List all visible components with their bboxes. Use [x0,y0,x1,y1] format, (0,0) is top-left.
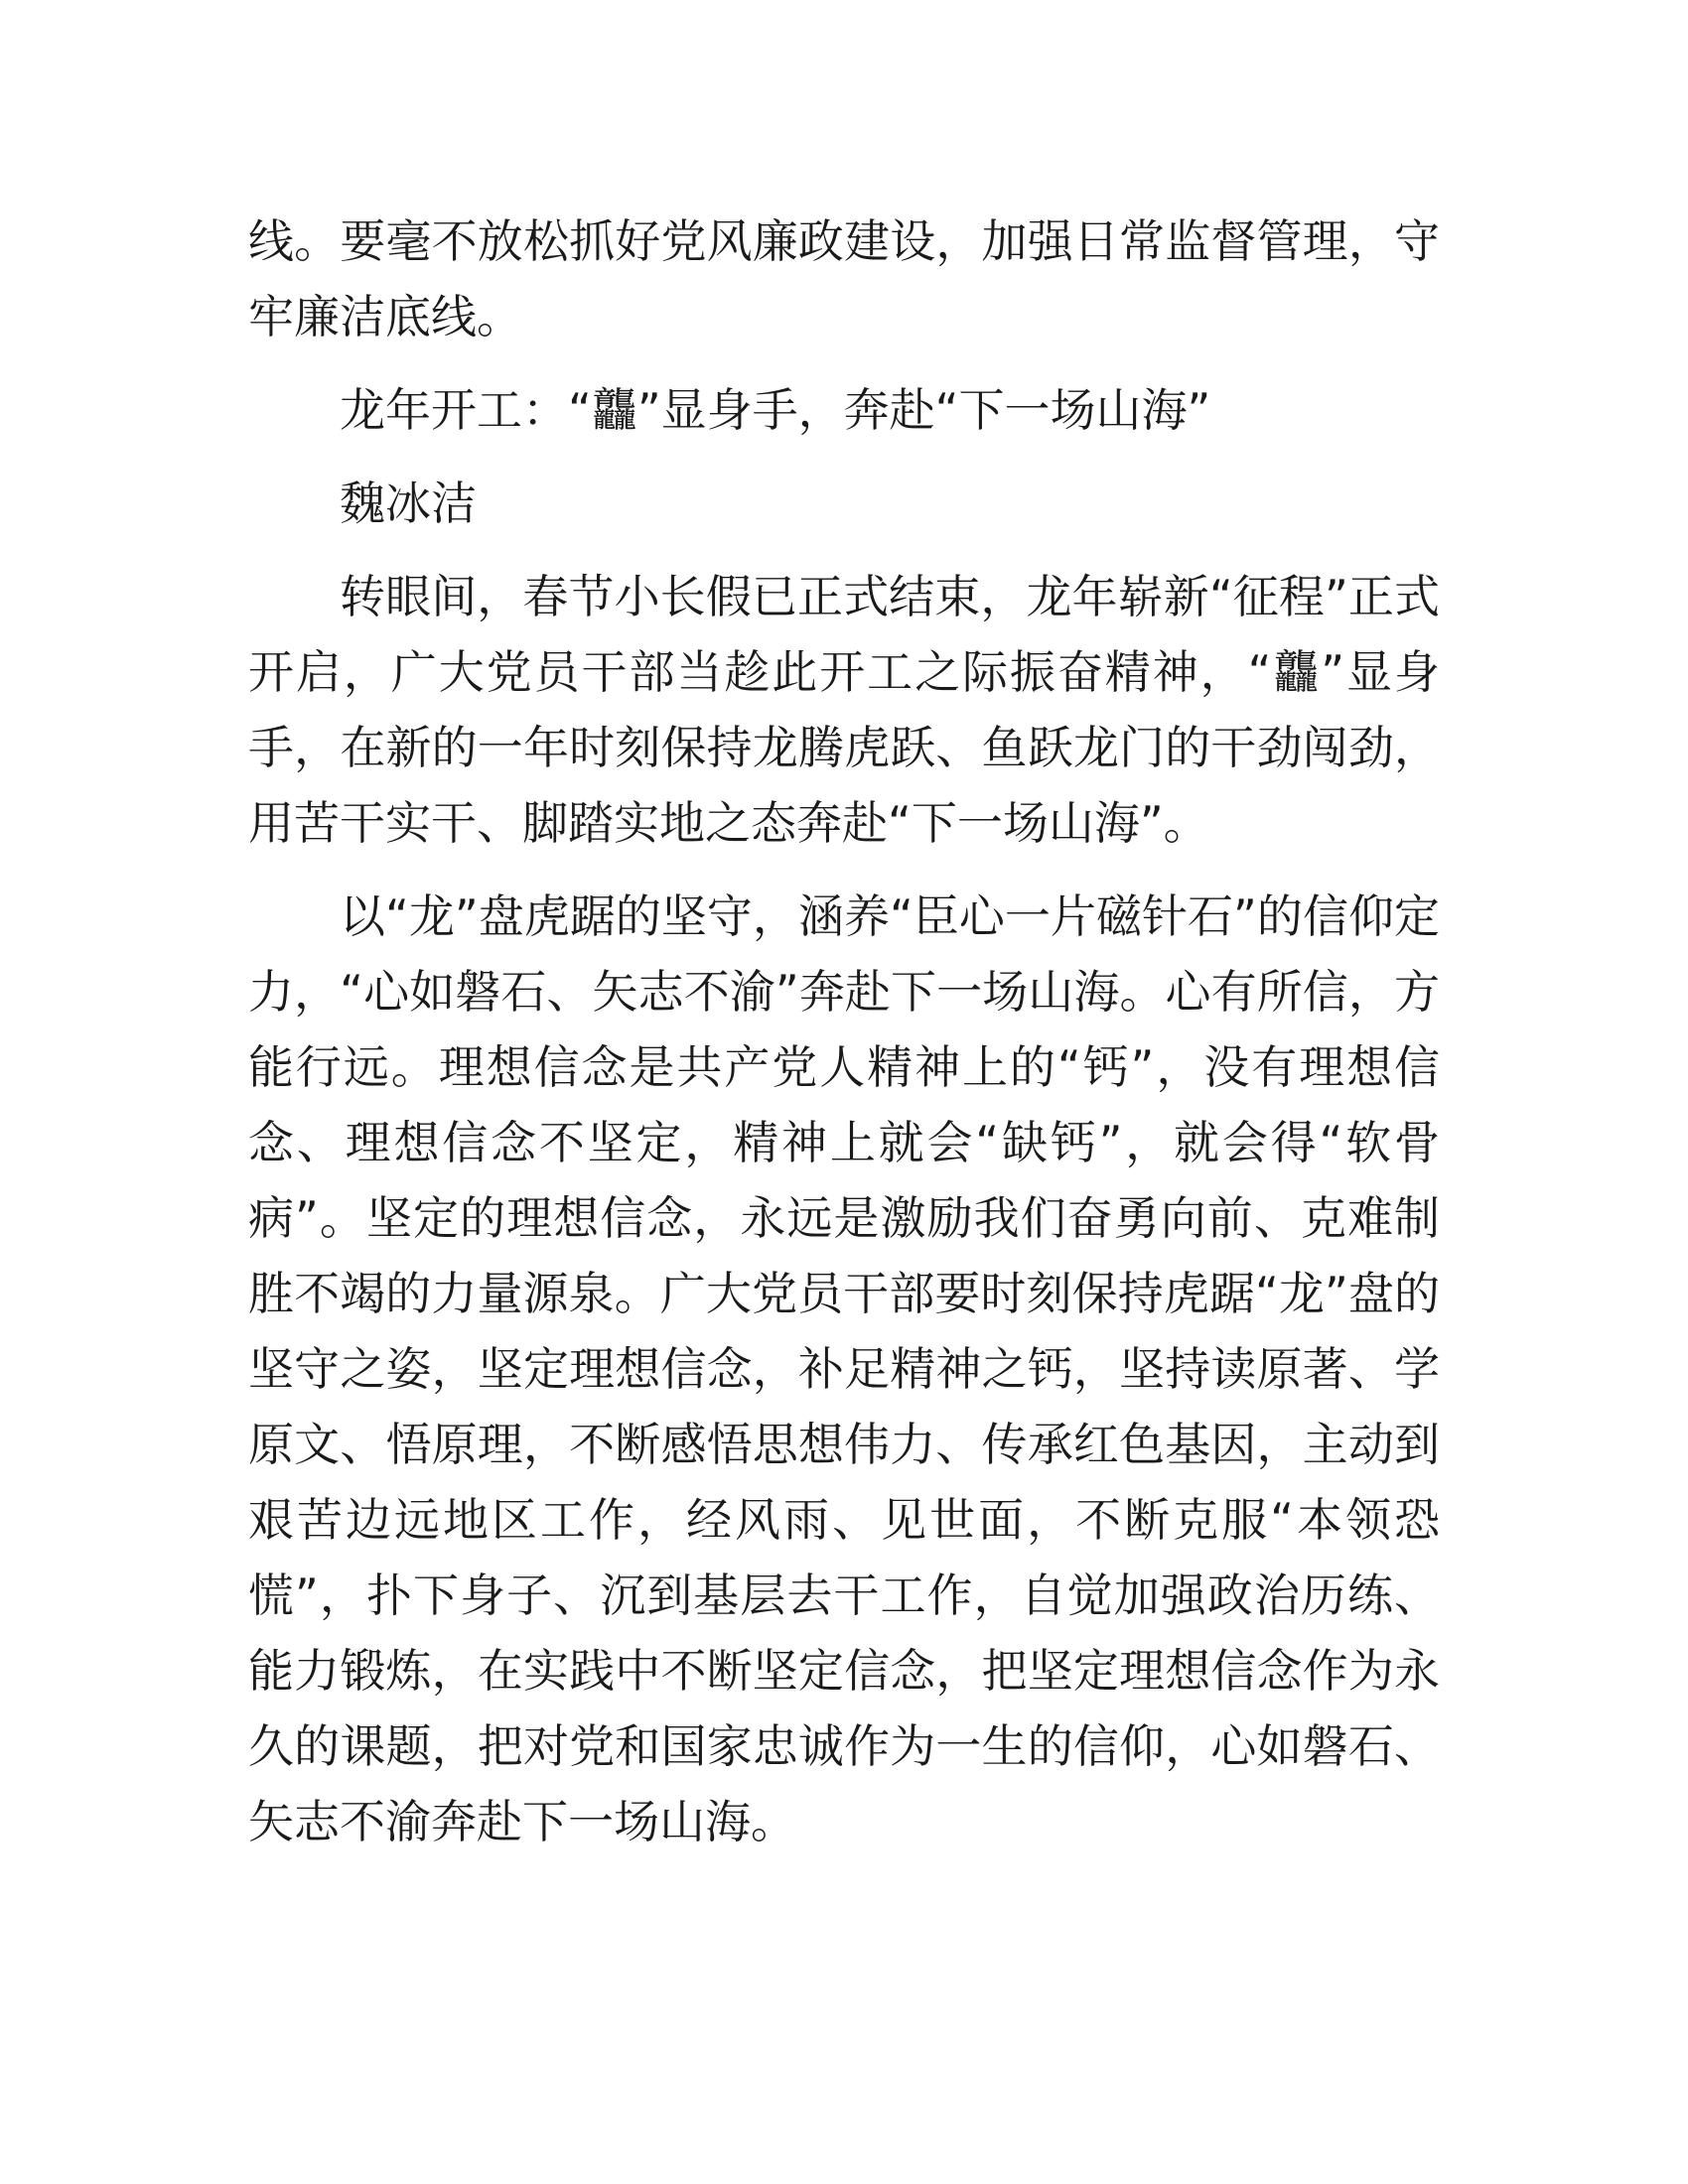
body-paragraph: 以“龙”盘虎踞的坚守，涵养“臣心一片磁针石”的信仰定力，“心如磐石、矢志不渝”奔赴下一场山海。心有所信，方能行远。理想信念是共产党人精神上的“钙”，没有理想信念、理想信念不坚定，精神上就会“缺钙”，就会得“软骨病”。坚定的理想信念，永远是激励我们奋勇向前、克难制胜不竭的力量源泉。广大党员干部要时刻保持虎踞“龙”盘的坚守之姿，坚定理想信念，补足精神之钙，坚持读原著、学原文、悟原理，不断感悟思想伟力、传承红色基因，主动到艰苦边远地区工作，经风雨、见世面，不断克服“本领恐慌”，扑下身子、沉到基层去干工作，自觉加强政治历练、能力锻炼，在实践中不断坚定信念，把坚定理想信念作为永久的课题，把对党和国家忠诚作为一生的信仰，心如磐石、矢志不渝奔赴下一场山海。 [248,889,1440,1848]
continuation-paragraph: 线。要毫不放松抓好党风廉政建设，加强日常监督管理，守牢廉洁底线。 [248,214,1440,343]
document-page [248,204,1440,1859]
article-title: 龙年开工：“龘”显身手，奔赴“下一场山海” [340,383,1211,437]
article-author: 魏冰洁 [340,477,477,530]
body-paragraph: 转眼间，春节小长假已正式结束，龙年崭新“征程”正式开启，广大党员干部当趁此开工之际振奋精神，“龘”显身手，在新的一年时刻保持龙腾虎跃、鱼跃龙门的干劲闯劲，用苦干实干、脚踏实地之态奔赴“下一场山海”。 [248,570,1440,850]
